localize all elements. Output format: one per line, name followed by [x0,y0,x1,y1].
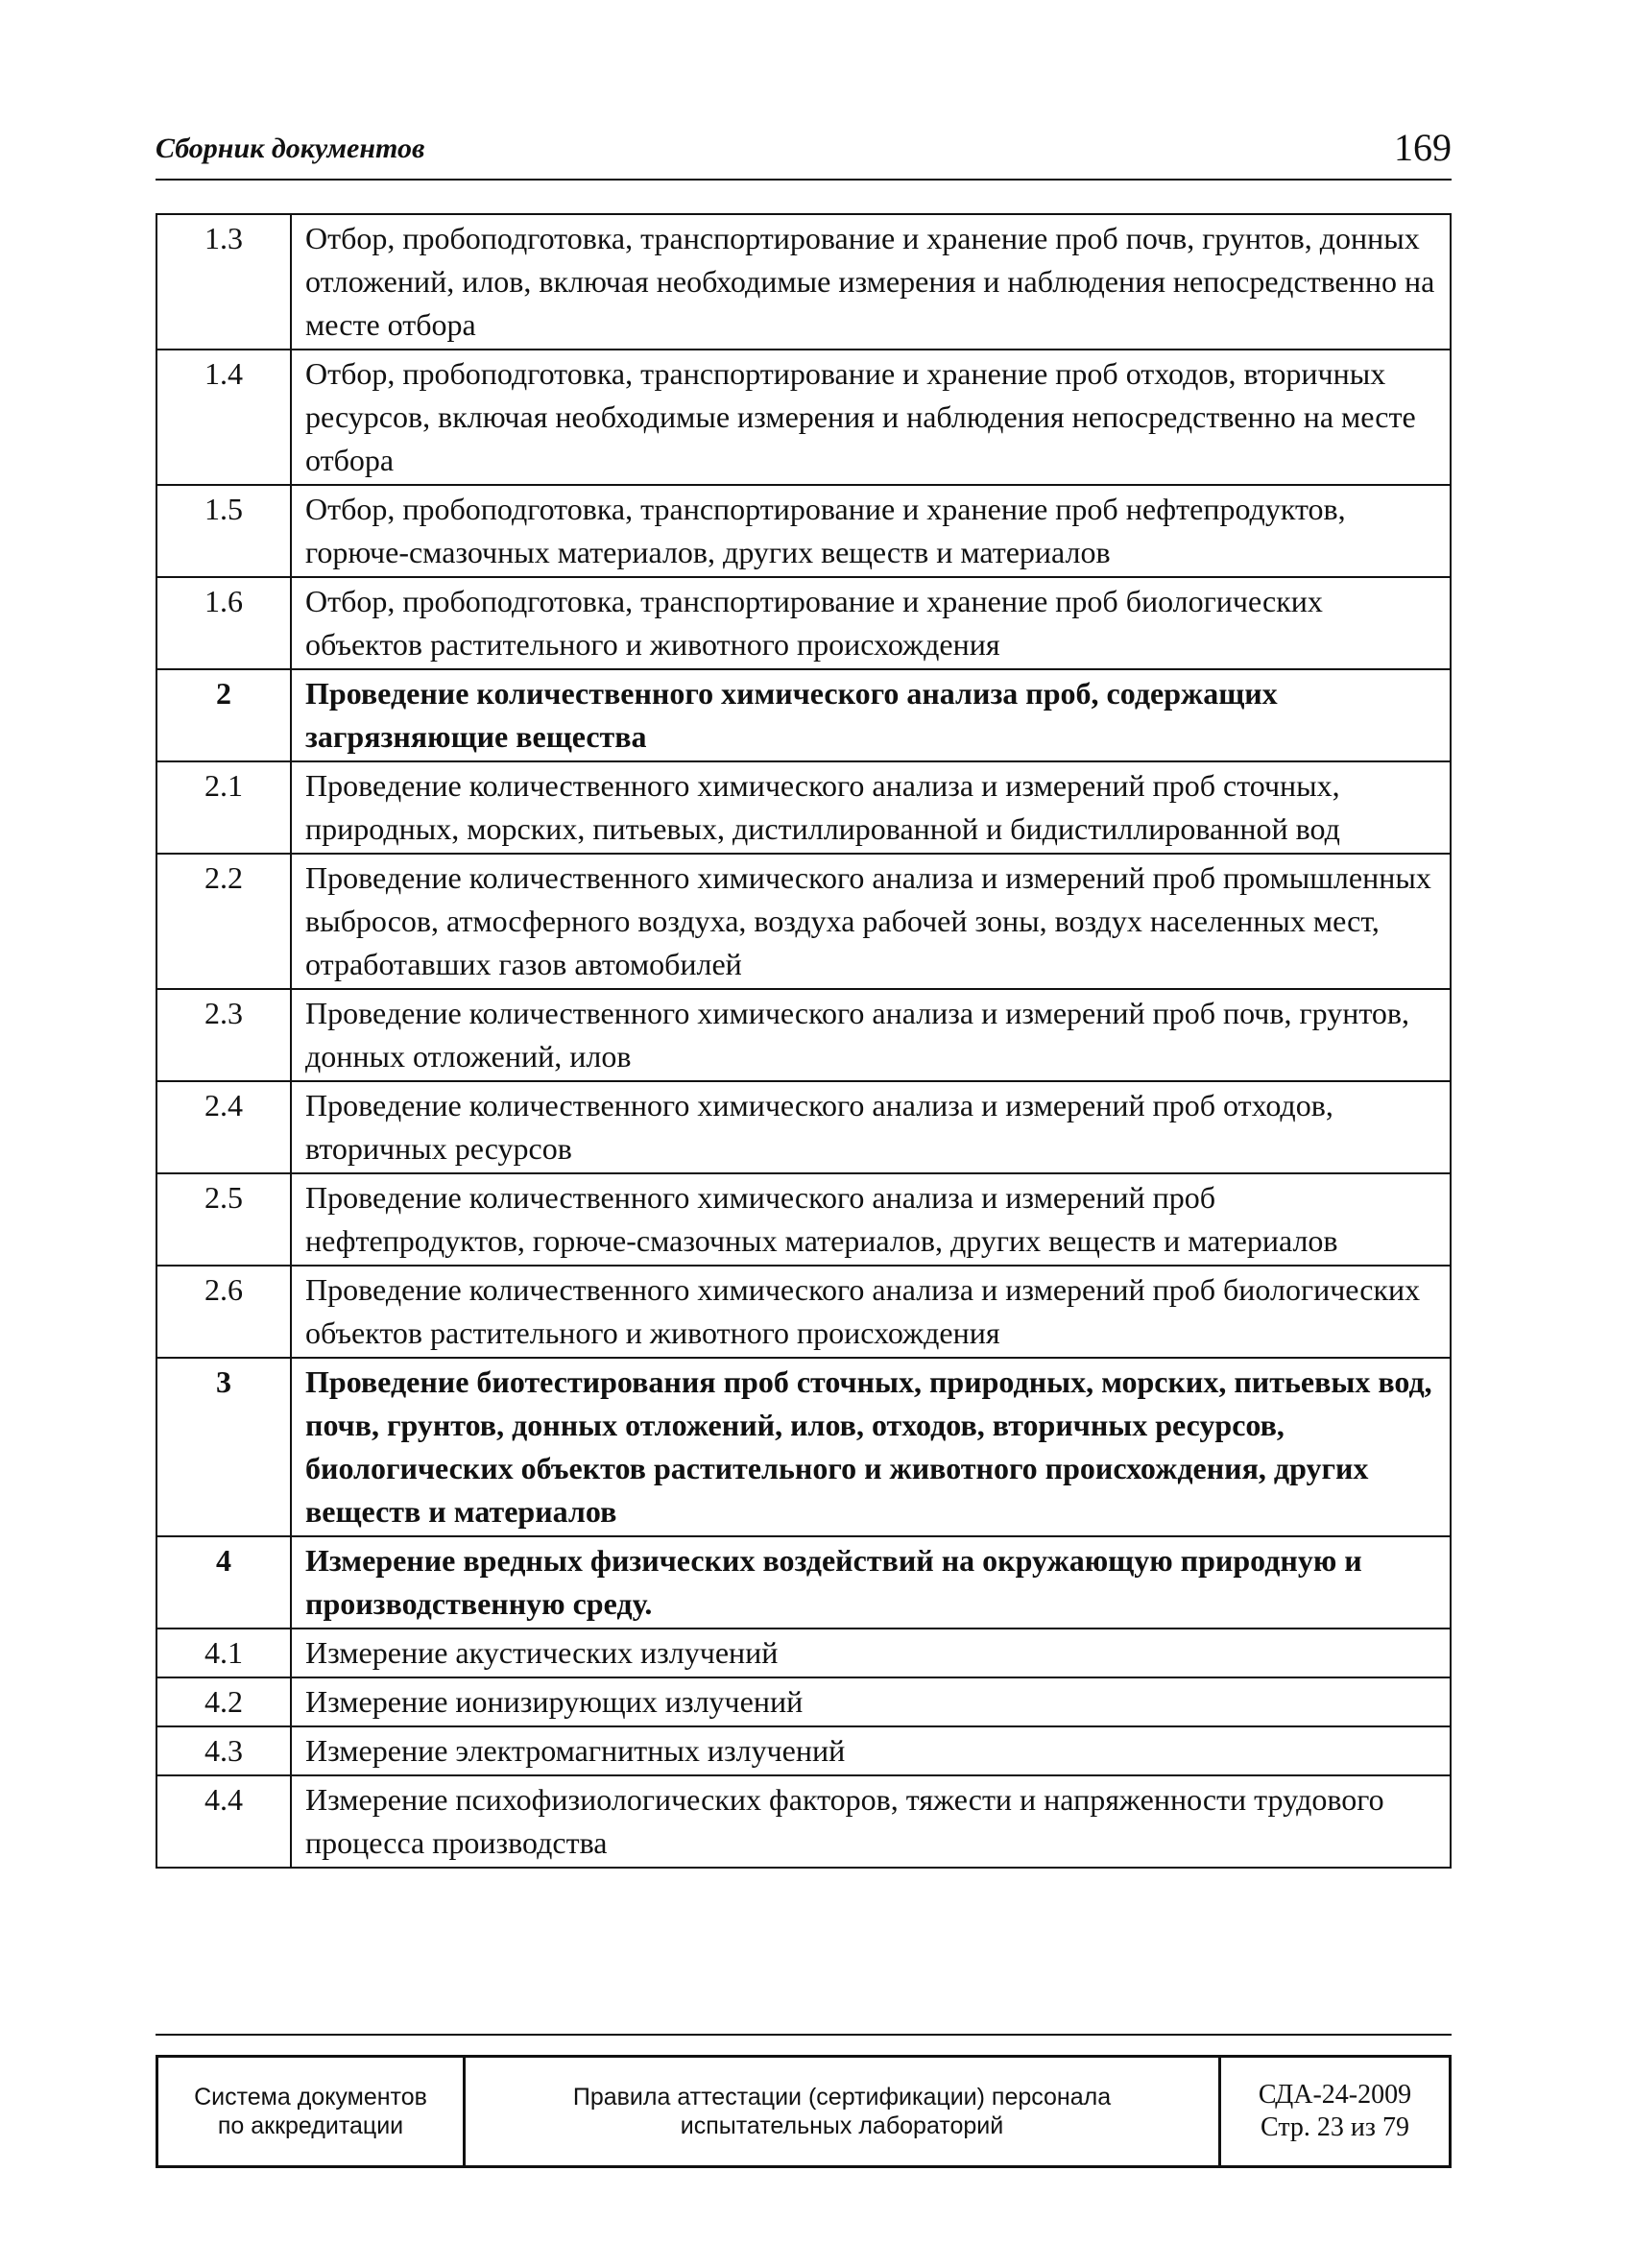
footer-code-cell [1220,2057,1451,2167]
header-title: Сборник документов [156,133,425,164]
page-header [156,125,1452,181]
row-text: Отбор, пробоподготовка, транспортирование и хранение проб биологических объектов растительного и животного происхождения [291,577,1451,669]
table-row [156,1173,1451,1266]
row-number: 3 [156,1358,291,1536]
row-number: 4 [156,1536,291,1629]
row-text: Проведение количественного химического анализа и измерений проб биологических объектов растительного и животного происхождения [291,1266,1451,1358]
footer-stamp [156,2055,1452,2168]
table-row [156,1629,1451,1677]
table-row [156,854,1451,989]
footer-page-count: Стр. 23 из 79 [1261,2112,1409,2142]
activities-table [156,213,1452,1869]
table-row [156,350,1451,485]
footer-system-line1: Система документов [194,2084,427,2111]
table-row-section [156,669,1451,761]
row-number: 1.4 [156,350,291,485]
table-row-section [156,1358,1451,1536]
footer-system-cell [157,2057,465,2167]
table-row [156,989,1451,1081]
table-row [156,1677,1451,1726]
row-number: 2.5 [156,1173,291,1266]
row-number: 2.2 [156,854,291,989]
row-text: Измерение акустических излучений [291,1629,1451,1677]
footer-document-title-cell [465,2057,1220,2167]
row-number: 2 [156,669,291,761]
row-number: 4.4 [156,1775,291,1868]
page-number: 169 [1394,126,1452,169]
row-text: Измерение вредных физических воздействий на окружающую природную и производственную среду. [291,1536,1451,1629]
table-row [156,761,1451,854]
row-text: Проведение количественного химического анализа и измерений проб промышленных выбросов, атмосферного воздуха, воздуха рабочей зоны, воздух населенных мест, отработавших газов автомобилей [291,854,1451,989]
table-row-section [156,1536,1451,1629]
row-text: Проведение количественного химического анализа и измерений проб сточных, природных, морских, питьевых, дистиллированной и бидистиллированной вод [291,761,1451,854]
row-text: Измерение ионизирующих излучений [291,1677,1451,1726]
row-text: Отбор, пробоподготовка, транспортирование и хранение проб почв, грунтов, донных отложений, илов, включая необходимые измерения и наблюдения непосредственно на месте отбора [291,214,1451,350]
row-number: 2.1 [156,761,291,854]
footer-document-code: СДА-24-2009 [1258,2080,1412,2110]
row-text: Проведение количественного химического анализа и измерений проб отходов, вторичных ресурсов [291,1081,1451,1173]
row-text: Измерение психофизиологических факторов, тяжести и напряженности трудового процесса производства [291,1775,1451,1868]
row-text: Проведение количественного химического анализа проб, содержащих загрязняющие вещества [291,669,1451,761]
row-number: 2.3 [156,989,291,1081]
row-text: Отбор, пробоподготовка, транспортирование и хранение проб отходов, вторичных ресурсов, включая необходимые измерения и наблюдения непосредственно на месте отбора [291,350,1451,485]
row-number: 2.6 [156,1266,291,1358]
table-row [156,1081,1451,1173]
footer-document-title-line2: испытательных лабораторий [680,2112,1004,2139]
row-number: 4.2 [156,1677,291,1726]
row-number: 1.3 [156,214,291,350]
row-text: Проведение количественного химического анализа и измерений проб почв, грунтов, донных отложений, илов [291,989,1451,1081]
row-text: Отбор, пробоподготовка, транспортирование и хранение проб нефтепродуктов, горюче-смазочных материалов, других веществ и материалов [291,485,1451,577]
row-number: 1.5 [156,485,291,577]
row-text: Проведение количественного химического анализа и измерений проб нефтепродуктов, горюче-смазочных материалов, других веществ и материалов [291,1173,1451,1266]
footer-system-line2: по аккредитации [217,2112,404,2139]
table-row [156,1726,1451,1775]
table-row [156,1266,1451,1358]
table-row [156,577,1451,669]
row-number: 4.1 [156,1629,291,1677]
row-number: 1.6 [156,577,291,669]
footer-document-title-line1: Правила аттестации (сертификации) персонала [572,2084,1112,2111]
row-number: 4.3 [156,1726,291,1775]
table-row [156,485,1451,577]
table-row [156,1775,1451,1868]
table-row [156,214,1451,350]
row-text: Измерение электромагнитных излучений [291,1726,1451,1775]
row-number: 2.4 [156,1081,291,1173]
row-text: Проведение биотестирования проб сточных, природных, морских, питьевых вод, почв, грунтов, донных отложений, илов, отходов, вторичных ресурсов, биологических объектов растительного и животного происхождения, других веществ и материалов [291,1358,1451,1536]
footer-divider [156,2034,1452,2036]
